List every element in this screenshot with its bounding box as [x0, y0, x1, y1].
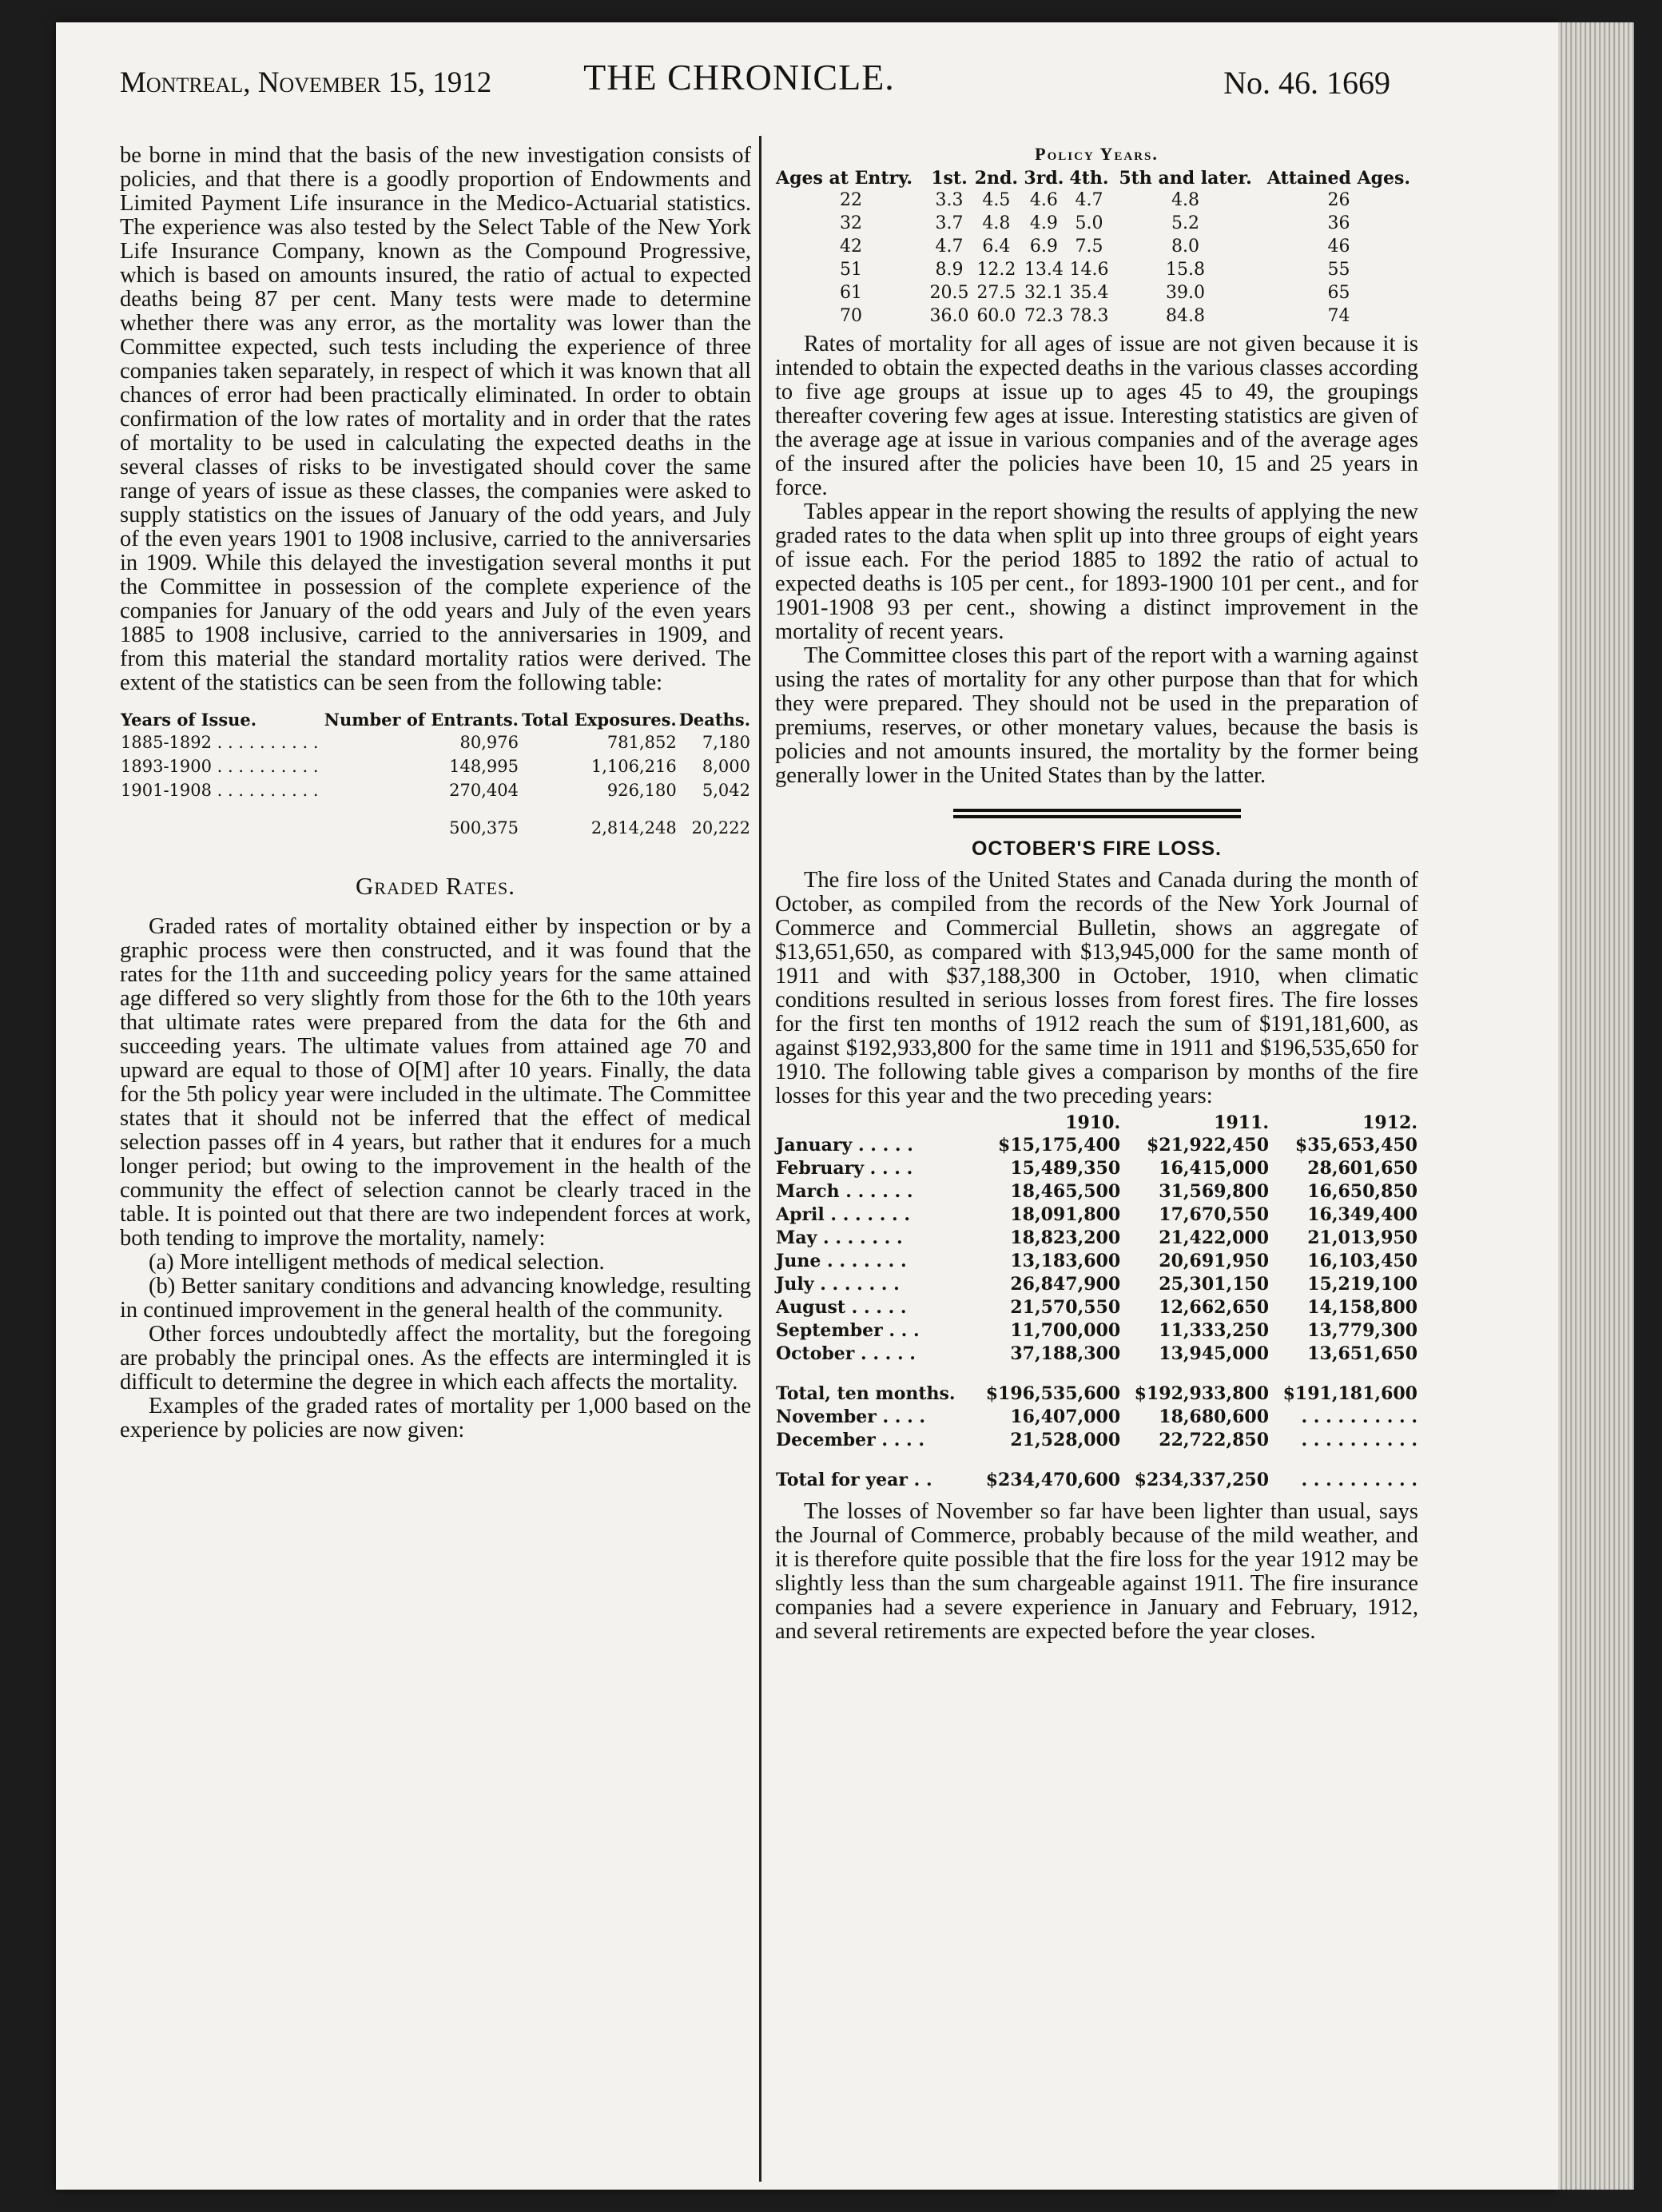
table-row: February . . . . 15,489,350 16,415,000 28,601,650: [776, 1158, 1417, 1179]
total-exposures: 2,814,248: [590, 818, 677, 837]
deaths-cell: 7,180: [702, 733, 750, 752]
years-cell: 1885-1892 . . . . . . . . . .: [121, 733, 319, 752]
column-header: Attained Ages.: [1266, 168, 1411, 189]
table-row: August . . . . . 21,570,550 12,662,650 14,158,800: [776, 1297, 1417, 1318]
column-header: Years of Issue.: [121, 710, 257, 730]
header-place-date: Montreal, November 15, 1912: [120, 66, 492, 99]
entrants-cell: 270,404: [449, 781, 519, 800]
exposures-cell: 926,180: [606, 781, 677, 800]
column-header: 2nd.: [974, 168, 1019, 189]
paragraph: Rates of mortality for all ages of issue are not given because it is intended to obtain the expected deaths in the various classes according to five age groups at issue up to ages 45 to 49, the groupings thereafter covering few ages at issue. Interesting statistics are given of the average age at issue in various companies and of the average ages of the insured after the policies have been 10, 15 and 25 years in force.: [775, 332, 1418, 500]
paragraph: Other forces undoubtedly affect the mortality, but the foregoing are probably the principal ones. As the effects are intermingled it is difficult to determine the degree in which each affects the mortality.: [120, 1322, 751, 1394]
issue-statistics-table: [120, 710, 751, 840]
entrants-cell: 148,995: [449, 757, 519, 776]
table-header-row: [775, 1112, 1418, 1134]
table-row: 42 4.7 6.4 6.9 7.5 8.0 46: [840, 237, 1350, 257]
total-row: Total for year . . $234,470,600 $234,337,250 . . . . . . . . . .: [776, 1470, 1417, 1490]
column-header: Ages at Entry.: [776, 168, 913, 189]
column-header: Deaths.: [678, 710, 750, 730]
table-row: July . . . . . . . 26,847,900 25,301,150 15,219,100: [776, 1274, 1417, 1295]
column-divider: [759, 136, 761, 2182]
column-header: 3rd.: [1024, 168, 1064, 189]
years-cell: 1893-1900 . . . . . . . . . .: [121, 757, 319, 776]
total-row: Total, ten months. $196,535,600 $192,933,800 $191,181,600: [776, 1383, 1417, 1404]
table-row: January . . . . . $15,175,400 $21,922,450 $35,653,450: [776, 1135, 1417, 1156]
table-row: 32 3.7 4.8 4.9 5.0 5.2 36: [840, 213, 1350, 233]
header-issue-page: No. 46. 1669: [1223, 65, 1390, 101]
column-header: 1st.: [931, 168, 968, 189]
section-title: Graded Rates.: [356, 872, 515, 900]
years-cell: 1901-1908 . . . . . . . . . .: [121, 781, 319, 800]
graded-rates-table: [775, 168, 1418, 328]
section-rule: [953, 809, 1241, 818]
column-header: Number of Entrants.: [324, 710, 519, 730]
exposures-cell: 1,106,216: [590, 757, 677, 776]
table-row: 61 20.5 27.5 32.1 35.4 39.0 65: [840, 283, 1350, 303]
table-row: October . . . . . 37,188,300 13,945,000 13,651,650: [776, 1343, 1417, 1364]
left-column: [120, 144, 751, 1442]
table-row: December . . . . 21,528,000 22,722,850 . . . . . . . . . .: [776, 1430, 1417, 1450]
column-header: 1911.: [1214, 1112, 1270, 1133]
table-row: May . . . . . . . 18,823,200 21,422,000 21,013,950: [776, 1227, 1417, 1248]
column-header: 5th and later.: [1119, 168, 1252, 189]
table-header-row: [775, 168, 1418, 189]
paragraph: The Committee closes this part of the report with a warning against using the rates of mortality for any other purpose than that for which they were prepared. They should not be used in the preparation of premiums, reserves, or other monetary values, because the basis is policies and not amounts insured, the mortality by the former being generally lower in the United States than by the latter.: [775, 643, 1418, 788]
table-header-row: [120, 710, 751, 730]
policy-years-caption: Policy Years.: [1035, 144, 1159, 164]
page-edge-stack: [1558, 22, 1634, 2190]
deaths-cell: 5,042: [702, 781, 750, 800]
table-row: 70 36.0 60.0 72.3 78.3 84.8 74: [840, 306, 1350, 326]
table-row: [120, 754, 751, 778]
column-header: Total Exposures.: [522, 710, 677, 730]
list-item: (b) Better sanitary conditions and advancing knowledge, resulting in continued improvement in the general health of the community.: [120, 1274, 751, 1323]
total-deaths: 20,222: [691, 818, 750, 837]
paragraph: Examples of the graded rates of mortality per 1,000 based on the experience by policies are now given:: [120, 1394, 751, 1442]
exposures-cell: 781,852: [606, 733, 677, 752]
deaths-cell: 8,000: [702, 757, 750, 776]
entrants-cell: 80,976: [459, 733, 519, 752]
totals-row: [120, 802, 751, 840]
paragraph: be borne in mind that the basis of the new investigation consists of policies, and that there is a goodly proportion of Endowments and Limited Payment Life insurance in the Medico-Actuarial statistics. The experience was also tested by the Select Table of the New York Life Insurance Company, known as the Compound Progressive, which is based on amounts insured, the ratio of actual to expected deaths being 87 per cent. Many tests were made to determine whether there was any error, as the mortality was lower than the Committee expected, such tests including the experience of three companies taken separately, in respect of which it was known that all chances of error had been practically eliminated. In order to obtain confirmation of the low rates of mortality and in order that the rates of mortality to be used in calculating the expected deaths in the several classes of risks to be investigated should cover the same range of years of issue as these classes, the companies were asked to supply statistics on the issues of January of the odd years, and July of the even years 1901 to 1908 inclusive, carried to the anniversaries in 1909. While this delayed the investigation several months it put the Committee in possession of the complete experience of the companies for January of the odd years and July of the even years 1885 to 1908 inclusive, carried to the anniversaries in 1909, and from this material the standard mortality ratios were derived. The extent of the statistics can be seen from the following table:: [120, 143, 751, 695]
article-title: OCTOBER'S FIRE LOSS.: [971, 837, 1223, 860]
fire-loss-table: [775, 1112, 1418, 1492]
table-row: April . . . . . . . 18,091,800 17,670,550 16,349,400: [776, 1204, 1417, 1225]
table-row: 51 8.9 12.2 13.4 14.6 15.8 55: [840, 260, 1350, 280]
list-item: (a) More intelligent methods of medical selection.: [149, 1250, 605, 1275]
right-column: [775, 144, 1418, 1644]
paragraph: The fire loss of the United States and Canada during the month of October, as compiled from the records of the New York Journal of Commerce and Commercial Bulletin, shows an aggregate of $13,651,650, as compared with $13,945,000 for the same month of 1911 and with $37,188,300 in October, 1910, when climatic conditions resulted in serious losses from forest fires. The fire losses for the first ten months of 1912 reach the sum of $191,181,600, as against $192,933,800 for the same time in 1911 and $196,535,650 for 1910. The following table gives a comparison by months of the fire losses for this year and the two preceding years:: [775, 868, 1418, 1108]
table-row: November . . . . 16,407,000 18,680,600 . . . . . . . . . .: [776, 1406, 1417, 1427]
table-row: 22 3.3 4.5 4.6 4.7 4.8 26: [840, 190, 1350, 210]
paragraph: The losses of November so far have been lighter than usual, says the Journal of Commerce, probably because of the mild weather, and it is therefore quite possible that the fire loss for the year 1912 may be slightly less than the sum chargeable against 1911. The fire insurance companies had a severe experience in January and February, 1912, and several retirements are expected before the year closes.: [775, 1499, 1418, 1644]
page-header: [64, 56, 1414, 112]
table-row: September . . . 11,700,000 11,333,250 13,779,300: [776, 1320, 1417, 1341]
paragraph: Tables appear in the report showing the results of applying the new graded rates to the data when split up into three groups of eight years of issue each. For the period 1885 to 1892 the ratio of actual to expected deaths is 105 per cent., for 1893-1900 101 per cent., and for 1901-1908 93 per cent., showing a distinct improvement in the mortality of recent years.: [775, 499, 1418, 644]
header-title: THE CHRONICLE.: [583, 57, 895, 97]
table-row: June . . . . . . . 13,183,600 20,691,950 16,103,450: [776, 1251, 1417, 1271]
column-header: 1910.: [1065, 1112, 1121, 1133]
table-row: [120, 730, 751, 754]
table-row: [120, 778, 751, 802]
column-header: 1912.: [1362, 1112, 1417, 1133]
total-entrants: 500,375: [449, 818, 519, 837]
paragraph: Graded rates of mortality obtained either by inspection or by a graphic process were then constructed, and it was found that the rates for the 11th and succeeding policy years for the same attained age differed so very slightly from those for the 6th to the 10th years that ultimate rates were prepared from the data for the 6th and succeeding years. The ultimate values from attained age 70 and upward are equal to those of O[M] after 10 years. Finally, the data for the 5th policy year were included in the ultimate. The Committee states that it should not be inferred that the effect of medical selection passes off in 4 years, but rather that it endures for a much longer period; but owing to the improvement in the health of the community the effect of selection cannot be clearly traced in the table. It is pointed out that there are two independent forces at work, both tending to improve the mortality, namely:: [120, 914, 751, 1251]
column-header: 4th.: [1069, 168, 1109, 189]
table-row: March . . . . . . 18,465,500 31,569,800 16,650,850: [776, 1181, 1417, 1202]
